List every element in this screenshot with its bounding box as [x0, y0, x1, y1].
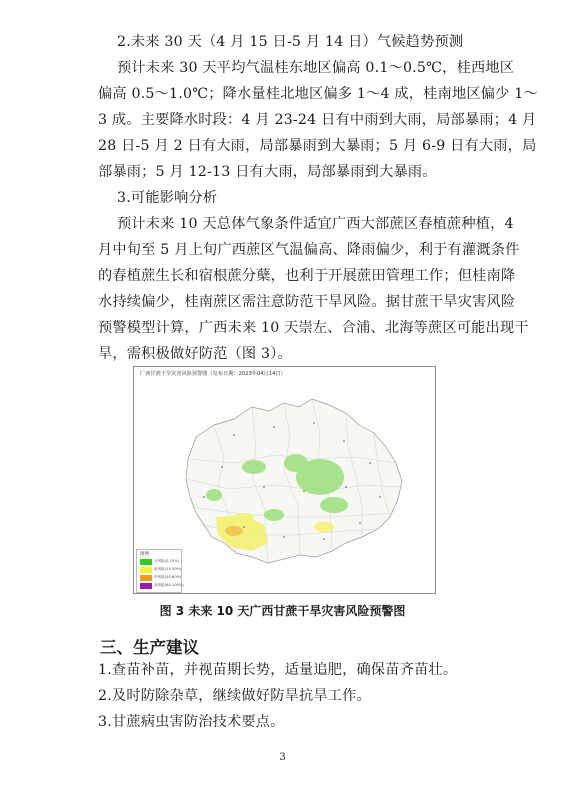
legend-swatch: [140, 559, 152, 565]
suggestion-2: 2.及时防除杂草，继续做好防旱抗旱工作。: [98, 688, 371, 704]
text-line-8: 预计未来 10 天总体气象条件适宜广西大部蔗区春植蔗种植，4: [117, 216, 514, 232]
legend-swatch: [140, 567, 152, 573]
legend-swatch: [140, 575, 152, 581]
text-line-9: 月中旬至 5 月上旬广西蔗区气温偏高、降雨偏少，利于有灌溉条件: [98, 242, 520, 258]
text-line-7: 3.可能影响分析: [117, 190, 218, 206]
map-outline: [186, 399, 402, 563]
map-legend: [136, 549, 182, 593]
suggestion-3: 3.甘蔗病虫害防治技术要点。: [98, 714, 285, 730]
section-heading: 三、生产建议: [100, 638, 199, 657]
legend-swatch: [140, 583, 152, 589]
legend-label: 高风险(60-100%): [154, 583, 184, 587]
page-number: 3: [279, 752, 286, 763]
map-title: 广西甘蔗干旱灾害风险预警图（发布日期：2023年04月14日）: [140, 371, 286, 377]
legend-item-high-risk: [140, 582, 184, 589]
text-line-12: 预警模型计算，广西未来 10 天崇左、合浦、北海等蔗区可能出现干: [98, 320, 529, 336]
legend-item-low-risk: [140, 566, 180, 573]
text-line-11: 水持续偏少，桂南蔗区需注意防范干旱风险。据甘蔗干旱灾害风险: [98, 294, 516, 310]
text-line-10: 的春植蔗生长和宿根蔗分蘖，也利于开展蔗田管理工作；但桂南降: [98, 268, 516, 284]
text-line-2: 预计未来 30 天平均气温桂东地区偏高 0.1～0.5℃，桂西地区: [117, 60, 515, 76]
text-line-13: 旱，需积极做好防范（图 3）。: [98, 346, 292, 362]
figure-caption: 图 3 未来 10 天广西甘蔗干旱灾害风险预警图: [159, 604, 406, 618]
legend-item-medium-risk: [140, 574, 180, 581]
risk-map-figure: [133, 366, 436, 594]
legend-item-no-risk: [140, 558, 180, 565]
text-line-6: 部暴雨；5 月 12-13 日有大雨，局部暴雨到大暴雨。: [98, 164, 437, 180]
text-line-3: 偏高 0.5～1.0℃；降水量桂北地区偏多 1～4 成，桂南地区偏少 1～: [98, 86, 538, 102]
legend-title: 图例: [140, 552, 149, 557]
text-line-4: 3 成。主要降水时段：4 月 23-24 日有中雨到大雨，局部暴雨；4 月: [98, 112, 537, 128]
text-line-1: 2.未来 30 天（4 月 15 日-5 月 14 日）气候趋势预测: [117, 34, 464, 50]
suggestion-1: 1.查苗补苗，并视苗期长势，适量追肥，确保苗齐苗壮。: [98, 662, 458, 678]
text-line-5: 28 日-5 月 2 日有大雨，局部暴雨到大暴雨；5 月 6-9 日有大雨，局: [98, 138, 537, 154]
legend-label: 低风险(15-30%): [154, 567, 182, 571]
legend-label: 无风险(0-15%): [154, 559, 180, 563]
legend-label: 中风险(30-60%): [154, 575, 182, 579]
